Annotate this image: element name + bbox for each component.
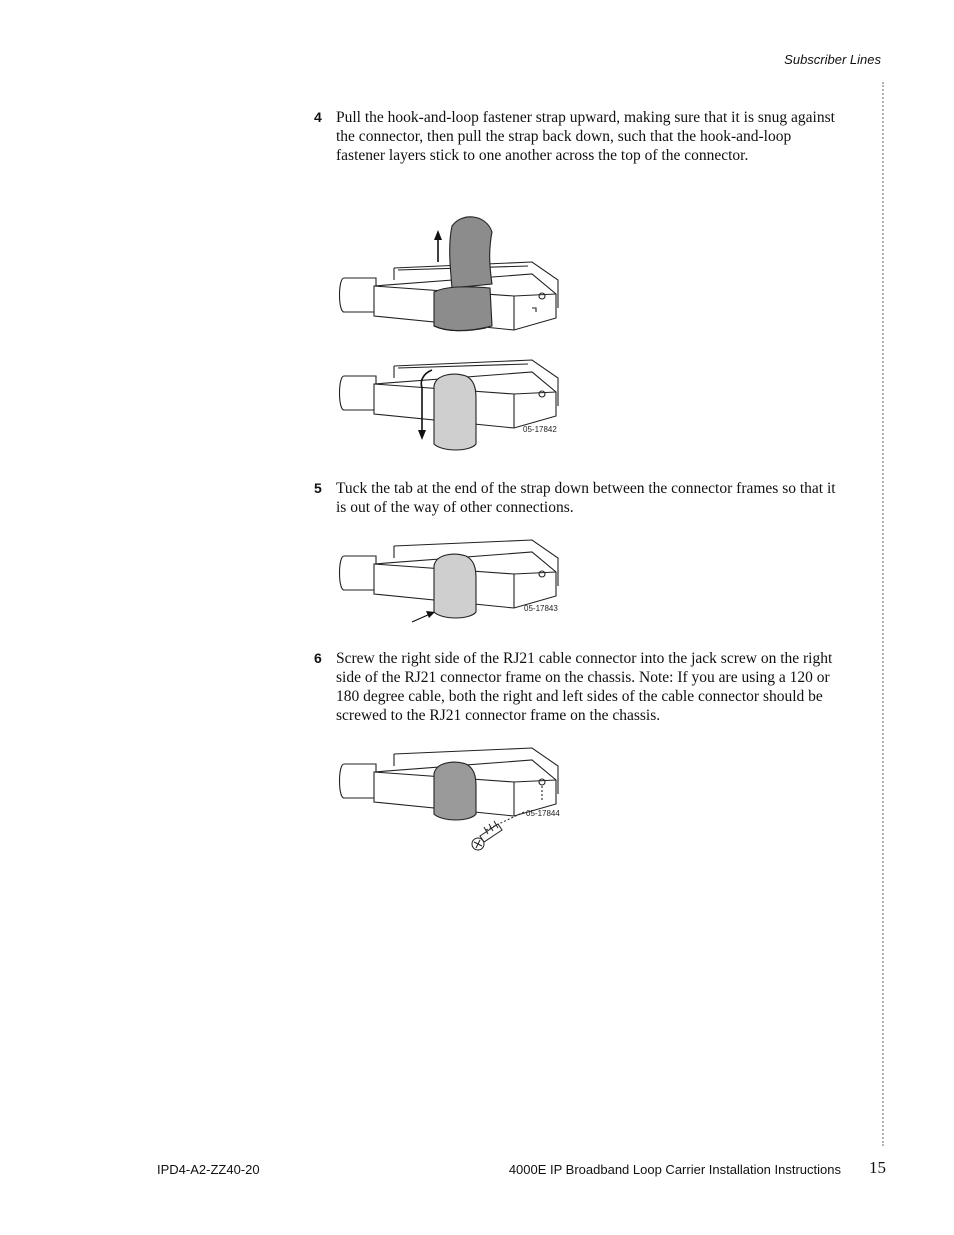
step-5 — [314, 479, 844, 517]
connector-illustration — [336, 208, 576, 458]
footer-title: 4000E IP Broadband Loop Carrier Installation Instructions — [508, 1162, 841, 1177]
step-number: 5 — [314, 480, 322, 496]
footer-doc-id: IPD4-A2-ZZ40-20 — [157, 1162, 260, 1177]
step-number: 4 — [314, 109, 322, 125]
screw-icon — [472, 812, 524, 850]
figure-strap-pull — [336, 208, 576, 458]
step-text: Pull the hook-and-loop fastener strap upward, making sure that it is snug against the connector, then pull the strap back down, such that the hook-and-loop fastener layers stick to one another across the top of the connector. — [336, 109, 835, 164]
figure-id: 05-17842 — [523, 425, 557, 434]
figure-tuck-tab — [336, 540, 576, 630]
step-text: Screw the right side of the RJ21 cable connector into the jack screw on the right side of the RJ21 connector frame on the chassis. Note: If you are using a 120 or 180 degree cable, both the right and left sides of the cable connector should be screwed to the RJ21 connector frame on the chassis. — [336, 650, 833, 724]
figure-jack-screw — [336, 748, 576, 858]
margin-rule — [882, 82, 884, 1146]
step-text: Tuck the tab at the end of the strap down between the connector frames so that it is out of the way of other connections. — [336, 480, 836, 516]
arrow-icon — [412, 614, 430, 622]
page-number: 15 — [869, 1158, 886, 1177]
running-header: Subscriber Lines — [784, 52, 881, 67]
figure-id: 05-17843 — [524, 604, 558, 613]
step-number: 6 — [314, 650, 322, 666]
figure-id: 05-17844 — [526, 809, 560, 818]
connector-illustration — [336, 748, 576, 858]
step-6 — [314, 649, 844, 725]
step-4 — [314, 108, 844, 165]
connector-illustration — [336, 540, 576, 630]
